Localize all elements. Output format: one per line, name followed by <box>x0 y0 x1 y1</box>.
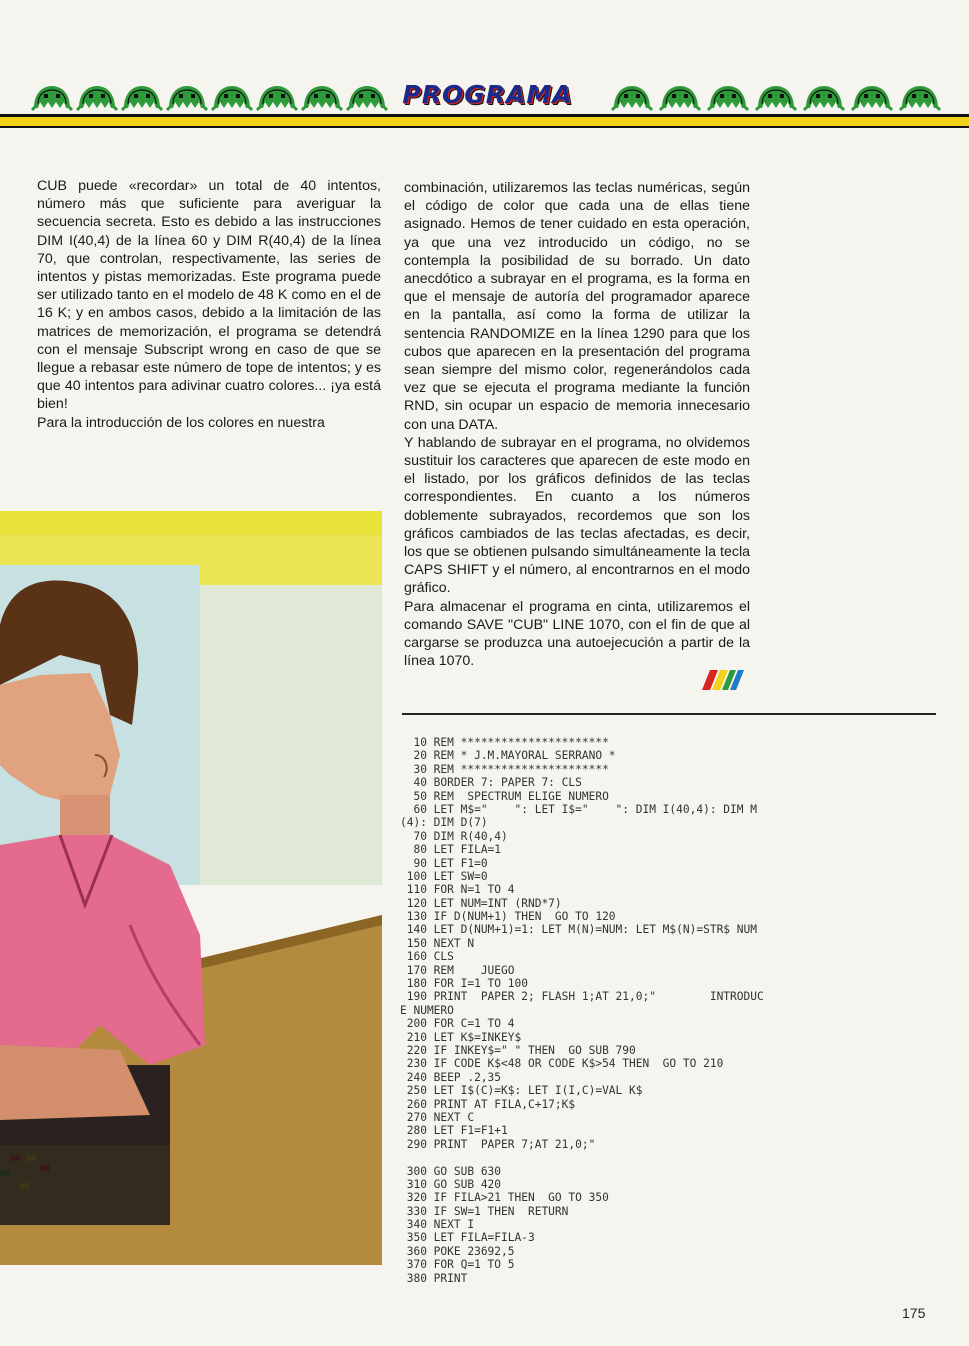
listing-line: 40 BORDER 7: PAPER 7: CLS <box>400 776 582 790</box>
listing-line: 300 GO SUB 630 <box>400 1164 502 1178</box>
listing-line: 380 PRINT <box>400 1271 468 1285</box>
listing-line: 320 IF FILA>21 THEN GO TO 350 <box>400 1191 609 1205</box>
page-header <box>0 0 969 140</box>
page-number: 175 <box>902 1305 926 1321</box>
listing-line: 190 PRINT PAPER 2; FLASH 1;AT 21,0;" INTRODUC <box>400 990 764 1004</box>
section-title <box>395 80 580 114</box>
listing-line: 100 LET SW=0 <box>400 869 488 883</box>
listing-line: 110 FOR N=1 TO 4 <box>400 883 515 897</box>
right-paragraph-2: Y hablando de subrayar en el programa, no olvidemos sustituir los caracteres que aparecen de este modo en el listado, por los gráficos definidos de las teclas correspondientes. En cuanto a los números doblemente subrayados, recordemos que son los gráficos cambiados de las teclas afectadas, es decir, los que se obtienen pulsando simultáneamente la tecla CAPS SHIFT y el número, al encontrarnos en el modo gráfico. <box>404 434 750 597</box>
header-rule-yellow <box>0 117 969 126</box>
listing-line <box>400 1151 850 1164</box>
right-paragraph-3: Para almacenar el programa en cinta, utilizaremos el comando SAVE "CUB" LINE 1070, con el fin de que al cargarse se produzca una autoejecución a partir de la línea 1070. <box>404 598 750 670</box>
listing-line: 240 BEEP .2,35 <box>400 1070 502 1084</box>
listing-line: 280 LET F1=F1+1 <box>400 1124 508 1138</box>
header-rule-bottom <box>0 126 969 128</box>
listing-line: 340 NEXT I <box>400 1218 475 1232</box>
listing-line: 50 REM SPECTRUM ELIGE NUMERO <box>400 789 609 803</box>
listing-line: 140 LET D(NUM+1)=1: LET M(N)=NUM: LET M$(N)=STR$ NUM <box>400 923 757 937</box>
listing-line: 370 FOR Q=1 TO 5 <box>400 1258 515 1272</box>
listing-line: 350 LET FILA=FILA-3 <box>400 1231 535 1245</box>
right-column <box>404 179 750 670</box>
boy-at-computer-illustration <box>0 505 382 1270</box>
listing-line: 90 LET F1=0 <box>400 856 488 870</box>
listing-line: 80 LET FILA=1 <box>400 843 502 857</box>
listing-line: 30 REM ********************** <box>400 762 609 776</box>
listing-line: 20 REM * J.M.MAYORAL SERRANO * <box>400 749 616 763</box>
section-title-text: PROGRAMA <box>402 80 573 109</box>
invader-ornament-left-icon <box>30 82 390 114</box>
listing-line: 270 NEXT C <box>400 1110 475 1124</box>
left-paragraph-2: Para la introducción de los colores en nuestra <box>37 414 325 431</box>
listing-line: E NUMERO <box>400 1003 454 1017</box>
listing-divider <box>402 713 936 715</box>
listing-line: 160 CLS <box>400 950 454 964</box>
listing-line: 250 LET I$(C)=K$: LET I(I,C)=VAL K$ <box>400 1084 643 1098</box>
listing-line: 130 IF D(NUM+1) THEN GO TO 120 <box>400 910 616 924</box>
listing-line: 230 IF CODE K$<48 OR CODE K$>54 THEN GO TO 210 <box>400 1057 724 1071</box>
listing-line: 10 REM ********************** <box>400 736 609 749</box>
left-paragraph-1: CUB puede «recordar» un total de 40 intentos, número más que suficiente para averiguar la secuencia secreta. Esto es debido a las instrucciones DIM I(40,4) de la línea 60 y DIM R(40,4) de la línea 70, que controlan, respectivamente, las series de intentos y pistas memorizadas. Este programa puede ser utilizado tanto en el modelo de 48 K como en el de 16 K; y en ambos casos, debido a la limitación de las matrices de memorización, el programa se detendrá con el mensaje Subscript wrong en caso de que se llegue a rebasar este número de tope de intentos; y es que 40 intentos para adivinar cuatro colores... ¡ya está bien! <box>37 178 381 413</box>
listing-line: 180 FOR I=1 TO 100 <box>400 977 528 991</box>
listing-line: (4): DIM D(7) <box>400 816 488 830</box>
listing-line: 220 IF INKEY$=" " THEN GO SUB 790 <box>400 1043 636 1057</box>
listing-line: 70 DIM R(40,4) <box>400 829 508 843</box>
listing-line: 170 REM JUEGO <box>400 963 515 977</box>
listing-line: 290 PRINT PAPER 7;AT 21,0;" <box>400 1137 596 1151</box>
listing-line: 210 LET K$=INKEY$ <box>400 1030 522 1044</box>
left-column <box>37 177 381 432</box>
listing-line: 150 NEXT N <box>400 936 475 950</box>
right-paragraph-1: combinación, utilizaremos las teclas numéricas, según el código de color que cada una de ellas tiene asignado. Hemos de tener cuidado en esta operación, ya que una vez introducido un código, no se contempla la posibilidad de su borrado. Un dato anecdótico a subrayar en el programa, es la forma en que el mensaje de autoría del programador aparece en la pantalla, así como la forma de utilizar la sentencia RANDOMIZE en la línea 1290 para que los cubos que aparecen en la presentación del programa sean siempre del mismo color, regenerándolos cada vez que se ejecuta el programa mediante la función RND, sin ocupar un espacio de memoria innecesario con una DATA. <box>404 180 750 433</box>
listing-line: 330 IF SW=1 THEN RETURN <box>400 1204 569 1218</box>
listing-line: 60 LET M$=" ": LET I$=" ": DIM I(40,4): DIM M <box>400 802 757 816</box>
listing-line: 310 GO SUB 420 <box>400 1177 502 1191</box>
listing-line: 360 POKE 23692,5 <box>400 1244 515 1258</box>
listing-line: 200 FOR C=1 TO 4 <box>400 1017 515 1031</box>
spectrum-stripes-icon <box>696 670 744 690</box>
invader-ornament-right-icon <box>610 82 945 114</box>
basic-listing <box>400 736 850 1285</box>
listing-line: 260 PRINT AT FILA,C+17;K$ <box>400 1097 576 1111</box>
listing-line: 120 LET NUM=INT (RND*7) <box>400 896 562 910</box>
